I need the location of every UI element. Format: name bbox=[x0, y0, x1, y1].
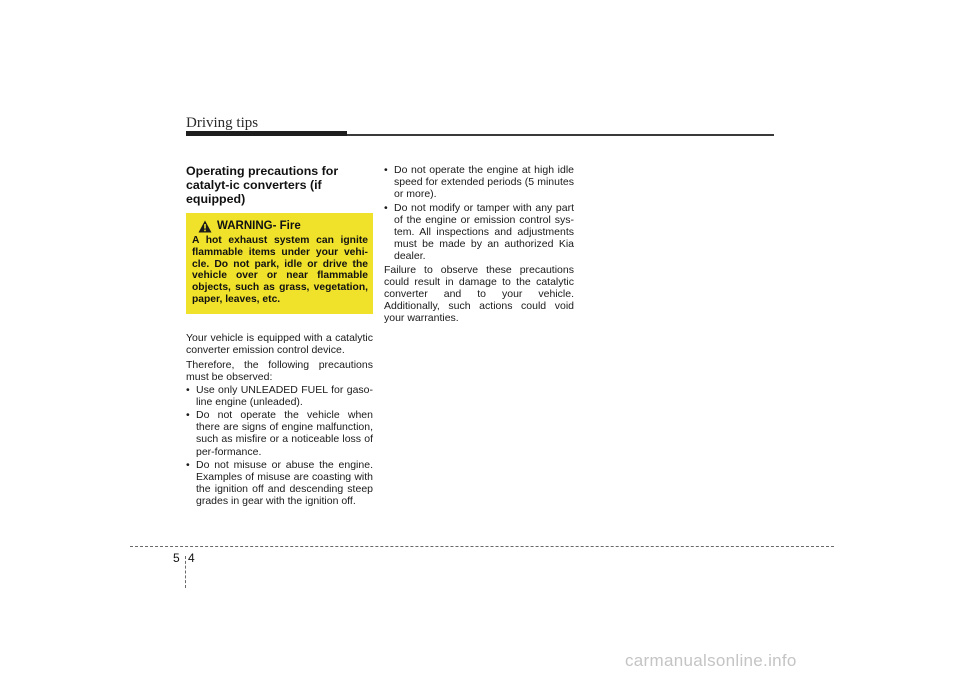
header-rule-thin bbox=[347, 134, 774, 136]
warning-header bbox=[192, 220, 368, 233]
warning-box bbox=[186, 213, 373, 314]
footer-divider bbox=[130, 546, 834, 547]
closing-paragraph: Failure to observe these precautions could result in damage to the catalytic converter and to your vehicle. Additionally, such actions could void your warranties. bbox=[384, 263, 574, 325]
list-item: • Do not operate the vehicle when there are signs of engine malfunction, such as misfire or a noticeable loss of per-formance. bbox=[186, 409, 373, 458]
list-item: • Do not misuse or abuse the engine. Examples of misuse are coasting with the ignition off and descending steep grades in gear with the ignition off. bbox=[186, 459, 373, 508]
warning-triangle-icon bbox=[198, 220, 212, 233]
section-title: Driving tips bbox=[186, 115, 259, 131]
left-column bbox=[186, 164, 373, 508]
intro-paragraph: Your vehicle is equipped with a catalytic converter emission control device. bbox=[186, 331, 373, 356]
page-heading: Operating precautions for catalyt-ic converters (if equipped) bbox=[186, 164, 339, 206]
list-item: • Use only UNLEADED FUEL for gaso-line engine (unleaded). bbox=[186, 384, 373, 408]
list-item: • Do not modify or tamper with any part of the engine or emission control sys-tem. All inspections and adjustments must be made by an authorized Kia dealer. bbox=[384, 202, 574, 263]
warning-text: A hot exhaust system can ignite flammable items under your vehi-cle. Do not park, idle or drive the vehicle over or near flammable objects, such as grass, vegetation, paper, leaves, etc. bbox=[192, 235, 368, 305]
precautions-paragraph: Therefore, the following precautions must be observed: bbox=[186, 359, 373, 384]
warning-title: WARNING bbox=[217, 220, 273, 233]
header-rule-thick bbox=[186, 131, 347, 136]
page-number-divider bbox=[185, 556, 186, 588]
list-item: • Do not operate the engine at high idle speed for extended periods (5 minutes or more). bbox=[384, 164, 574, 201]
warning-subtitle: - Fire bbox=[272, 220, 301, 233]
watermark: carmanualsonline.info bbox=[625, 651, 797, 670]
precautions-list-continued bbox=[384, 164, 574, 263]
right-column bbox=[384, 164, 574, 325]
precautions-list bbox=[186, 384, 373, 508]
page-number: 4 bbox=[188, 551, 195, 565]
chapter-number: 5 bbox=[173, 551, 180, 565]
